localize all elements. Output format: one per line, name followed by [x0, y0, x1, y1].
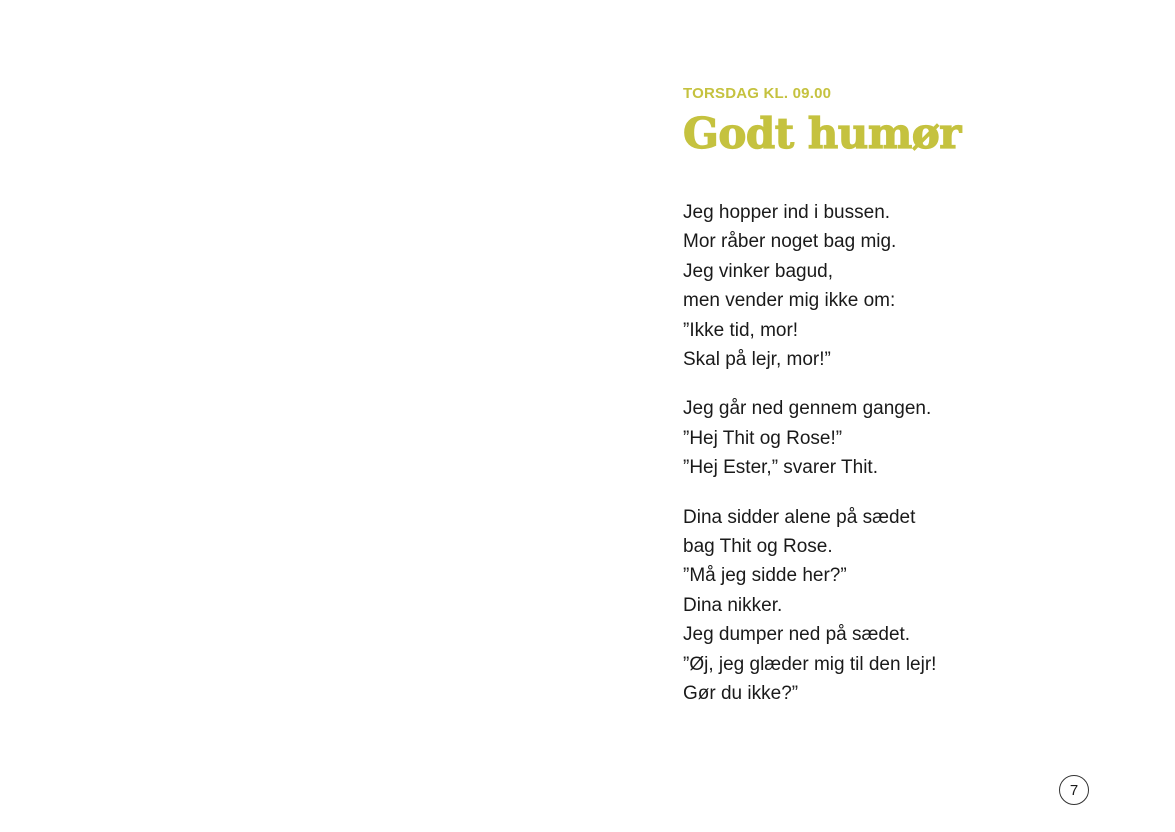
- poem-line: Jeg vinker bagud,: [683, 260, 833, 282]
- poem-line: ”Øj, jeg glæder mig til den lejr!: [683, 653, 937, 675]
- stanza-2: [683, 394, 1123, 482]
- poem-line: ”Hej Thit og Rose!”: [683, 427, 843, 449]
- poem-line: Skal på lejr, mor!”: [683, 349, 831, 371]
- poem-line: ”Hej Ester,” svarer Thit.: [683, 457, 878, 479]
- chapter-title: Godt humør: [683, 109, 961, 158]
- poem-line: Mor råber noget bag mig.: [683, 231, 897, 253]
- stanza-3: [683, 503, 1123, 709]
- poem-line: bag Thit og Rose.: [683, 536, 833, 558]
- poem-line: Gør du ikke?”: [683, 683, 799, 705]
- text-column: [683, 84, 1123, 729]
- poem-line: ”Ikke tid, mor!: [683, 319, 799, 341]
- poem-line: Dina nikker.: [683, 594, 783, 616]
- stanza-1: [683, 198, 1123, 374]
- poem-body: [683, 198, 1123, 709]
- poem-line: Jeg hopper ind i bussen.: [683, 202, 891, 223]
- poem-line: Dina sidder alene på sædet: [683, 506, 916, 528]
- poem-line: Jeg går ned gennem gangen.: [683, 398, 932, 420]
- poem-line: men vender mig ikke om:: [683, 290, 896, 312]
- poem-line: Jeg dumper ned på sædet.: [683, 624, 911, 646]
- page-number-badge: 7: [1059, 775, 1089, 805]
- poem-line: ”Må jeg sidde her?”: [683, 565, 847, 587]
- chapter-time-heading: TORSDAG KL. 09.00: [683, 85, 832, 102]
